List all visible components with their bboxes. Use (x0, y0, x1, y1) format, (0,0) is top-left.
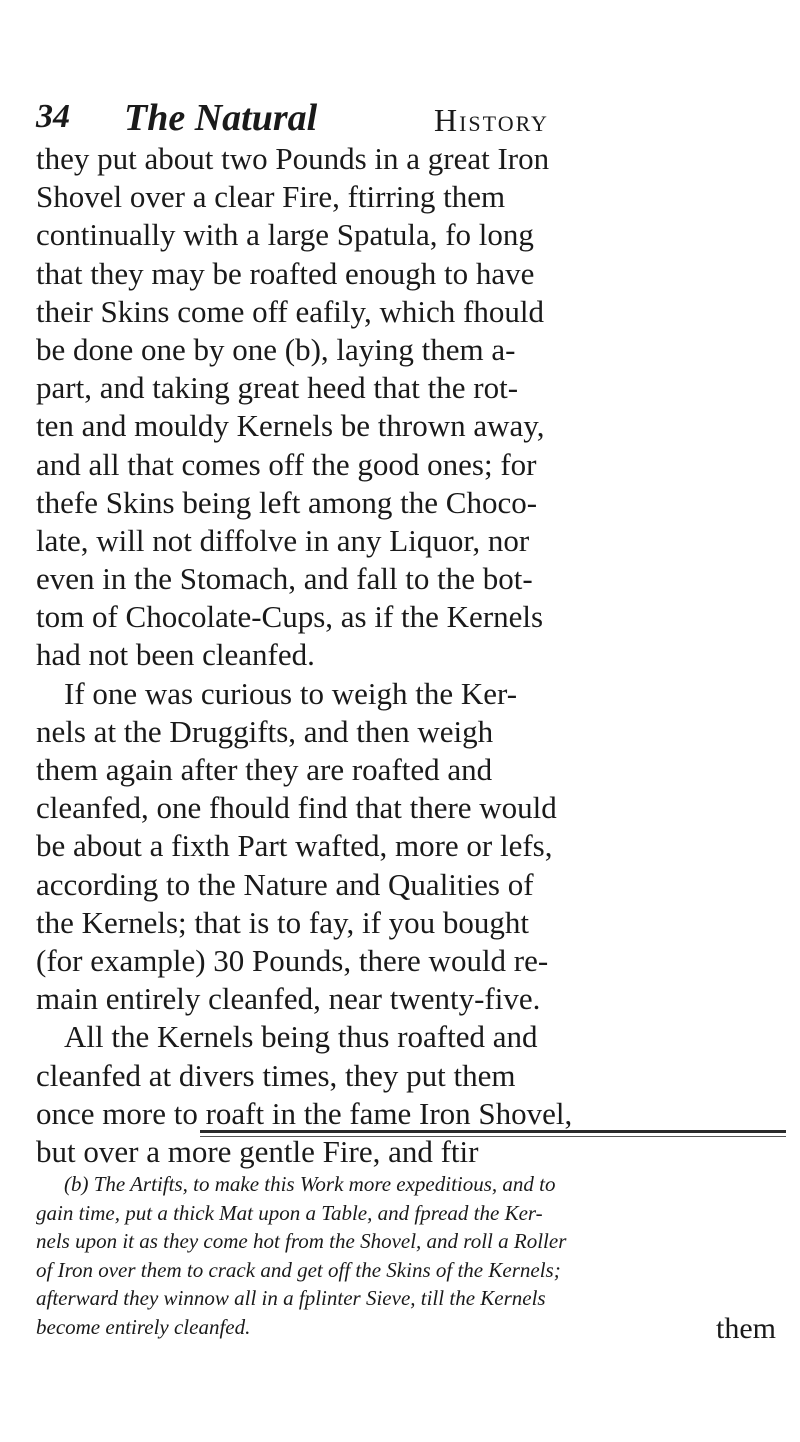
body-line: that they may be roafted enough to have (36, 255, 535, 291)
body-line: their Skins come off eafily, which fhould (36, 293, 544, 329)
footnote-line: become entirely cleanfed. (36, 1314, 251, 1339)
footnote-line: gain time, put a thick Mat upon a Table, and fpread the Ker- (36, 1200, 543, 1225)
body-line: even in the Stomach, and fall to the bot- (36, 561, 533, 597)
body-line: tom of Chocolate-Cups, as if the Kernels (36, 599, 544, 635)
body-line: cleanfed, one fhould find that there would (36, 790, 557, 826)
body-line: nels at the Druggifts, and then weigh (36, 713, 494, 749)
body-line: be done one by one (b), laying them a- (36, 331, 516, 367)
body-line-paragraph-start: All the Kernels being thus roafted and (64, 1019, 538, 1055)
body-line: once more to roaft in the fame Iron Shovel, (36, 1095, 573, 1131)
body-line: but over a more gentle Fire, and ftir (36, 1133, 479, 1169)
body-line-paragraph-start: If one was curious to weigh the Ker- (64, 675, 518, 711)
footnote (36, 1170, 784, 1341)
body-line: continually with a large Spatula, fo long (36, 217, 534, 253)
body-line: be about a fixth Part wafted, more or lefs, (36, 828, 553, 864)
footnote-line: afterward they winnow all in a fplinter Sieve, till the Kernels (36, 1286, 546, 1310)
running-title-italic: The Natural (124, 97, 318, 139)
footnote-rule (200, 1130, 786, 1133)
body-line: thefe Skins being left among the Choco- (36, 484, 538, 520)
body-line: main entirely cleanfed, near twenty-five. (36, 981, 541, 1017)
body-line: ten and mouldy Kernels be thrown away, (36, 408, 545, 444)
body-line: part, and taking great heed that the rot- (36, 370, 519, 406)
footnote-line: of Iron over them to crack and get off the Skins of the Kernels; (36, 1257, 561, 1282)
body-line: according to the Nature and Qualities of (36, 866, 534, 902)
catchword: them (716, 1312, 776, 1345)
body-text (36, 140, 784, 1171)
body-line: late, will not diffolve in any Liquor, nor (36, 522, 530, 558)
footnote-rule-thin (200, 1136, 786, 1137)
running-title-caps: History (434, 102, 549, 138)
page-number: 34 (36, 98, 70, 135)
footnote-line: (b) The Artifts, to make this Work more expeditious, and to (64, 1172, 556, 1196)
footnote-line: nels upon it as they come hot from the Shovel, and roll a Roller (36, 1229, 567, 1253)
body-line: Shovel over a clear Fire, ftirring them (36, 179, 506, 215)
body-line: and all that comes off the good ones; for (36, 446, 537, 482)
running-head (36, 96, 776, 146)
body-line: they put about two Pounds in a great Iron (36, 141, 550, 176)
body-line: (for example) 30 Pounds, there would re- (36, 942, 549, 978)
body-line: the Kernels; that is to fay, if you bought (36, 904, 530, 940)
body-line: cleanfed at divers times, they put them (36, 1057, 516, 1093)
body-line: them again after they are roafted and (36, 752, 493, 787)
body-line: had not been cleanfed. (36, 637, 315, 673)
